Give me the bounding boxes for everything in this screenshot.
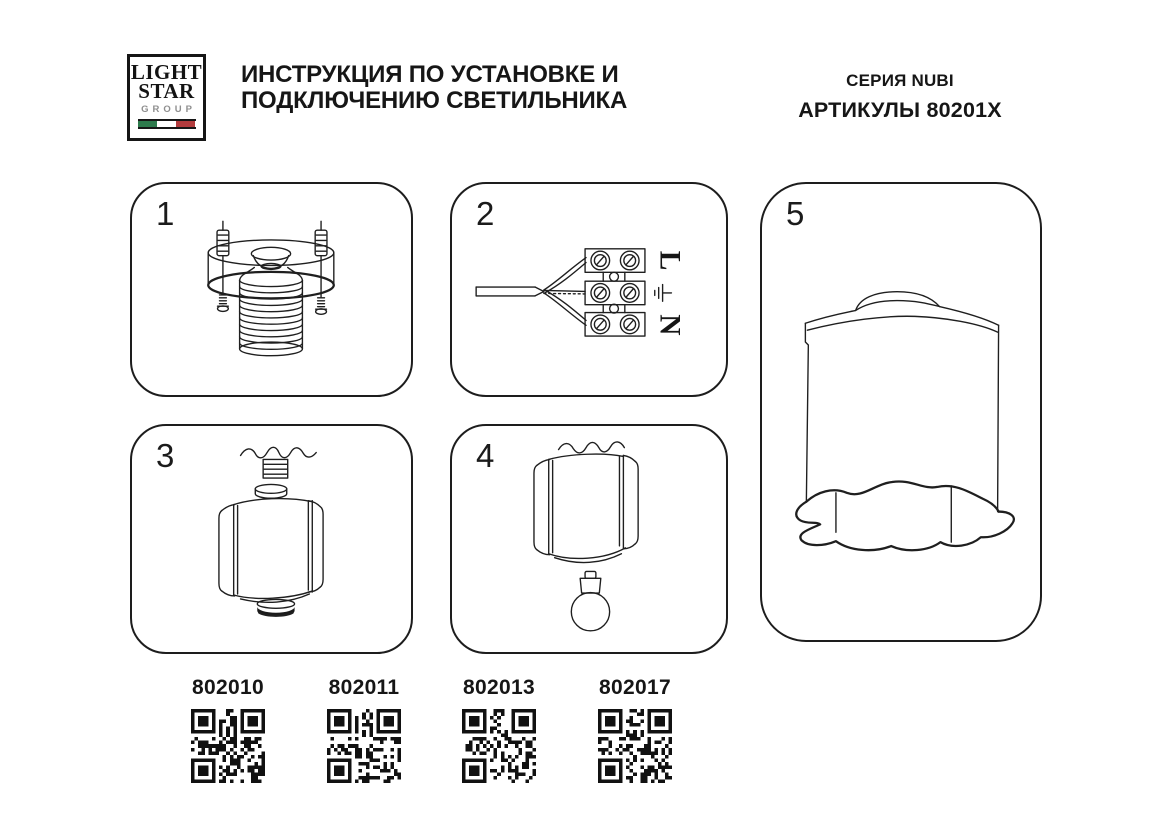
terminal-block-wiring-drawing [452,184,726,395]
logo-word-light: LIGHT [130,60,203,84]
page-title [241,62,627,114]
page-title-line1: ИНСТРУКЦИЯ ПО УСТАНОВКЕ И [241,61,619,88]
ceiling-plate-screws-drawing [132,184,411,395]
articles-heading: АРТИКУЛЫ 80201X [798,98,1002,122]
qr-code-icon [191,709,265,783]
logo-word-star: STAR [138,79,195,103]
step-number: 4 [476,437,495,474]
qr-code-icon [327,709,401,783]
qr-code-icon [598,709,672,783]
step-number: 5 [786,195,805,232]
article-item [439,676,559,783]
series-block [775,71,1025,123]
step-panel-4 [450,424,728,654]
step-panel-1 [130,182,413,397]
step-panel-5 [760,182,1042,642]
lightstar-logo [127,54,206,141]
article-item [304,676,424,783]
step-number: 3 [156,437,175,474]
qr-code-icon [462,709,536,783]
step-panel-2 [450,182,728,397]
page-title-line2: ПОДКЛЮЧЕНИЮ СВЕТИЛЬНИКА [241,87,628,114]
live-wire-label: L [653,250,686,271]
series-label: СЕРИЯ NUBI [846,71,954,90]
earth-ground-icon [655,285,672,302]
article-item [168,676,288,783]
bulb-installation-drawing [452,426,726,652]
step-number: 1 [156,195,175,232]
article-code: 802010 [192,676,264,699]
article-code: 802013 [463,676,535,699]
article-code: 802017 [599,676,671,699]
neutral-wire-label: N [653,314,686,336]
article-item [575,676,695,783]
article-code: 802011 [328,676,400,699]
logo-word-group: GROUP [141,104,196,115]
step-panel-3 [130,424,413,654]
italian-flag-stripe-icon [138,119,196,129]
assembled-lamp-drawing [762,184,1040,640]
step-number: 2 [476,195,495,232]
shade-mounting-drawing [132,426,411,652]
